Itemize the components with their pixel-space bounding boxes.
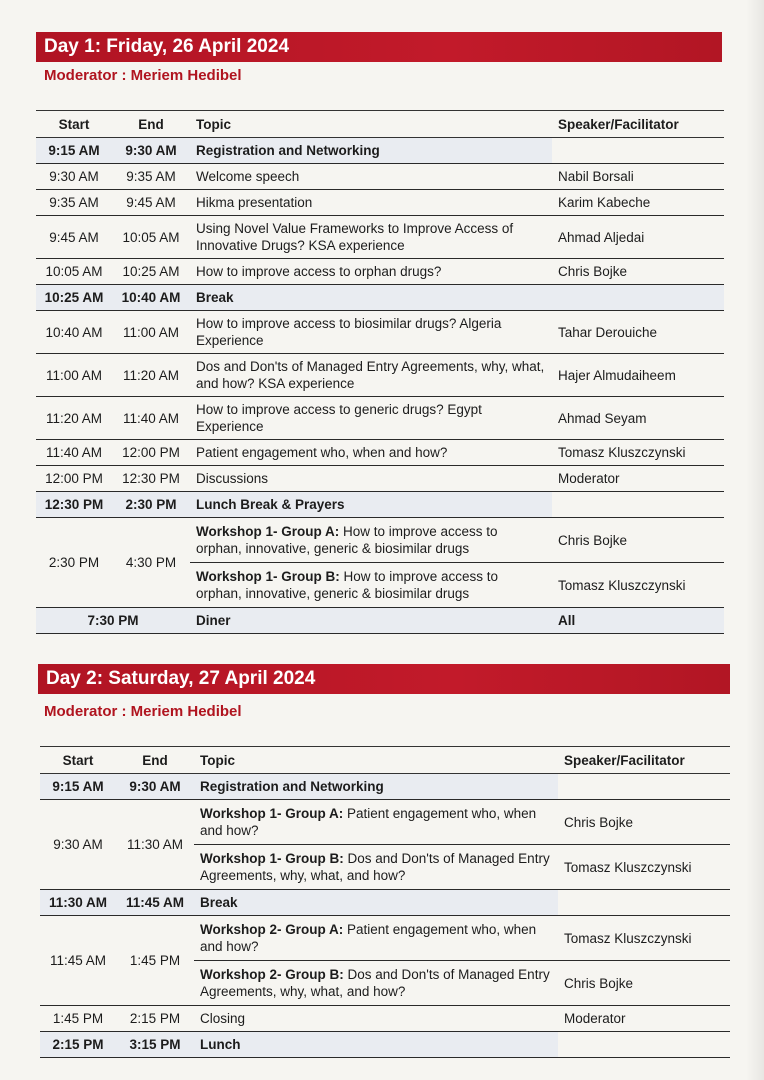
workshop-row-a	[36, 518, 724, 563]
row-topic: How to improve access to biosimilar drugs? Algeria Experience	[190, 311, 552, 354]
workshop-label: Workshop 1- Group A:	[200, 806, 344, 821]
workshop-topic-a	[194, 916, 558, 961]
table-row	[36, 397, 724, 440]
row-end: 9:35 AM	[112, 164, 190, 190]
row-topic: Closing	[194, 1006, 558, 1032]
row-speaker: Moderator	[552, 466, 724, 492]
day2-moderator: Moderator : Meriem Hedibel	[44, 703, 242, 720]
workshop-label: Workshop 1- Group B:	[196, 569, 340, 584]
row-start: 12:00 PM	[36, 466, 112, 492]
table-row	[36, 440, 724, 466]
row-topic: Lunch Break & Prayers	[190, 492, 552, 518]
row-speaker	[552, 492, 724, 518]
row-speaker: Tomasz Kluszczynski	[552, 440, 724, 466]
workshop-label: Workshop 1- Group A:	[196, 524, 340, 539]
row-end: 11:20 AM	[112, 354, 190, 397]
table-row	[40, 1032, 730, 1058]
header-speaker: Speaker/Facilitator	[552, 111, 724, 138]
header-speaker: Speaker/Facilitator	[558, 747, 730, 774]
row-end: 9:45 AM	[112, 190, 190, 216]
row-start: 11:00 AM	[36, 354, 112, 397]
table-row	[40, 1006, 730, 1032]
row-end: 3:15 PM	[116, 1032, 194, 1058]
workshop-text: How to improve access to orphan, innovative, generic & biosimilar drugs	[196, 569, 499, 601]
row-speaker	[558, 890, 730, 916]
table-row	[36, 354, 724, 397]
row-start: 12:30 PM	[36, 492, 112, 518]
row-end: 12:00 PM	[112, 440, 190, 466]
row-start: 11:30 AM	[40, 890, 116, 916]
workshop-speaker-b: Chris Bojke	[558, 961, 730, 1006]
workshop-start: 9:30 AM	[40, 800, 116, 890]
workshop-end: 11:30 AM	[116, 800, 194, 890]
row-topic: Registration and Networking	[194, 774, 558, 800]
row-start: 9:45 AM	[36, 216, 112, 259]
row-start: 9:15 AM	[36, 138, 112, 164]
row-topic: Welcome speech	[190, 164, 552, 190]
workshop-start: 11:45 AM	[40, 916, 116, 1006]
row-topic: Using Novel Value Frameworks to Improve Access of Innovative Drugs? KSA experience	[190, 216, 552, 259]
row-topic: Hikma presentation	[190, 190, 552, 216]
workshop-label: Workshop 1- Group B:	[200, 851, 344, 866]
workshop-topic-b	[194, 845, 558, 890]
row-end: 2:15 PM	[116, 1006, 194, 1032]
row-topic: Registration and Networking	[190, 138, 552, 164]
row-end: 11:45 AM	[116, 890, 194, 916]
row-speaker	[552, 285, 724, 311]
row-start: 10:05 AM	[36, 259, 112, 285]
row-start: 2:15 PM	[40, 1032, 116, 1058]
row-speaker: Moderator	[558, 1006, 730, 1032]
day1-moderator: Moderator : Meriem Hedibel	[44, 67, 242, 84]
table-row	[40, 890, 730, 916]
row-end: 10:25 AM	[112, 259, 190, 285]
workshop-topic-a	[194, 800, 558, 845]
row-speaker: Nabil Borsali	[552, 164, 724, 190]
row-topic: Discussions	[190, 466, 552, 492]
row-end: 11:00 AM	[112, 311, 190, 354]
workshop-speaker-a: Chris Bojke	[552, 518, 724, 563]
table-header-row	[40, 747, 730, 774]
row-topic: How to improve access to generic drugs? Egypt Experience	[190, 397, 552, 440]
row-start: 9:30 AM	[36, 164, 112, 190]
header-start: Start	[40, 747, 116, 774]
row-end: 10:40 AM	[112, 285, 190, 311]
workshop-label: Workshop 2- Group B:	[200, 967, 344, 982]
row-topic: Dos and Don'ts of Managed Entry Agreements, why, what, and how? KSA experience	[190, 354, 552, 397]
workshop-text: Patient engagement who, when and how?	[200, 806, 537, 838]
row-start: 10:40 AM	[36, 311, 112, 354]
row-end: 11:40 AM	[112, 397, 190, 440]
dinner-row	[36, 608, 724, 634]
row-topic: Patient engagement who, when and how?	[190, 440, 552, 466]
row-start: 10:25 AM	[36, 285, 112, 311]
row-start: 11:20 AM	[36, 397, 112, 440]
row-end: 9:30 AM	[112, 138, 190, 164]
workshop-speaker-b: Tomasz Kluszczynski	[552, 563, 724, 608]
row-start: 11:40 AM	[36, 440, 112, 466]
header-end: End	[116, 747, 194, 774]
table-row	[36, 259, 724, 285]
workshop-text: Patient engagement who, when and how?	[200, 922, 537, 954]
dinner-topic: Diner	[190, 608, 552, 634]
workshop-topic-b	[194, 961, 558, 1006]
row-topic: Break	[194, 890, 558, 916]
dinner-speaker: All	[552, 608, 724, 634]
table-row	[36, 311, 724, 354]
header-topic: Topic	[194, 747, 558, 774]
workshop-end: 4:30 PM	[112, 518, 190, 608]
table-row	[36, 164, 724, 190]
workshop-end: 1:45 PM	[116, 916, 194, 1006]
row-speaker	[552, 138, 724, 164]
row-speaker: Hajer Almudaiheem	[552, 354, 724, 397]
row-topic: How to improve access to orphan drugs?	[190, 259, 552, 285]
table-row	[40, 774, 730, 800]
workshop-row-a	[40, 800, 730, 845]
workshop-text: Dos and Don'ts of Managed Entry Agreements, why, what, and how?	[200, 851, 550, 883]
header-end: End	[112, 111, 190, 138]
day2-banner: Day 2: Saturday, 27 April 2024	[38, 664, 730, 694]
table-header-row	[36, 111, 724, 138]
row-start: 9:15 AM	[40, 774, 116, 800]
row-start: 9:35 AM	[36, 190, 112, 216]
dinner-time: 7:30 PM	[36, 608, 190, 634]
day1-banner: Day 1: Friday, 26 April 2024	[36, 32, 722, 62]
table-row	[36, 285, 724, 311]
row-start: 1:45 PM	[40, 1006, 116, 1032]
table-row	[36, 138, 724, 164]
row-speaker: Ahmad Aljedai	[552, 216, 724, 259]
workshop-start: 2:30 PM	[36, 518, 112, 608]
page-edge-shadow	[746, 0, 764, 1080]
row-speaker	[558, 1032, 730, 1058]
day2-schedule-table	[40, 746, 730, 1058]
table-row	[36, 466, 724, 492]
workshop-speaker-a: Chris Bojke	[558, 800, 730, 845]
row-end: 2:30 PM	[112, 492, 190, 518]
row-end: 10:05 AM	[112, 216, 190, 259]
workshop-label: Workshop 2- Group A:	[200, 922, 344, 937]
workshop-row-a	[40, 916, 730, 961]
row-topic: Break	[190, 285, 552, 311]
header-topic: Topic	[190, 111, 552, 138]
header-start: Start	[36, 111, 112, 138]
workshop-topic-a	[190, 518, 552, 563]
row-speaker: Ahmad Seyam	[552, 397, 724, 440]
table-row	[36, 190, 724, 216]
table-row	[36, 216, 724, 259]
row-topic: Lunch	[194, 1032, 558, 1058]
workshop-text: Dos and Don'ts of Managed Entry Agreements, why, what, and how?	[200, 967, 550, 999]
row-speaker	[558, 774, 730, 800]
row-end: 9:30 AM	[116, 774, 194, 800]
workshop-topic-b	[190, 563, 552, 608]
workshop-speaker-b: Tomasz Kluszczynski	[558, 845, 730, 890]
row-speaker: Chris Bojke	[552, 259, 724, 285]
table-row	[36, 492, 724, 518]
day1-schedule-table	[36, 110, 724, 634]
row-speaker: Tahar Derouiche	[552, 311, 724, 354]
workshop-speaker-a: Tomasz Kluszczynski	[558, 916, 730, 961]
workshop-text: How to improve access to orphan, innovative, generic & biosimilar drugs	[196, 524, 498, 556]
row-speaker: Karim Kabeche	[552, 190, 724, 216]
row-end: 12:30 PM	[112, 466, 190, 492]
